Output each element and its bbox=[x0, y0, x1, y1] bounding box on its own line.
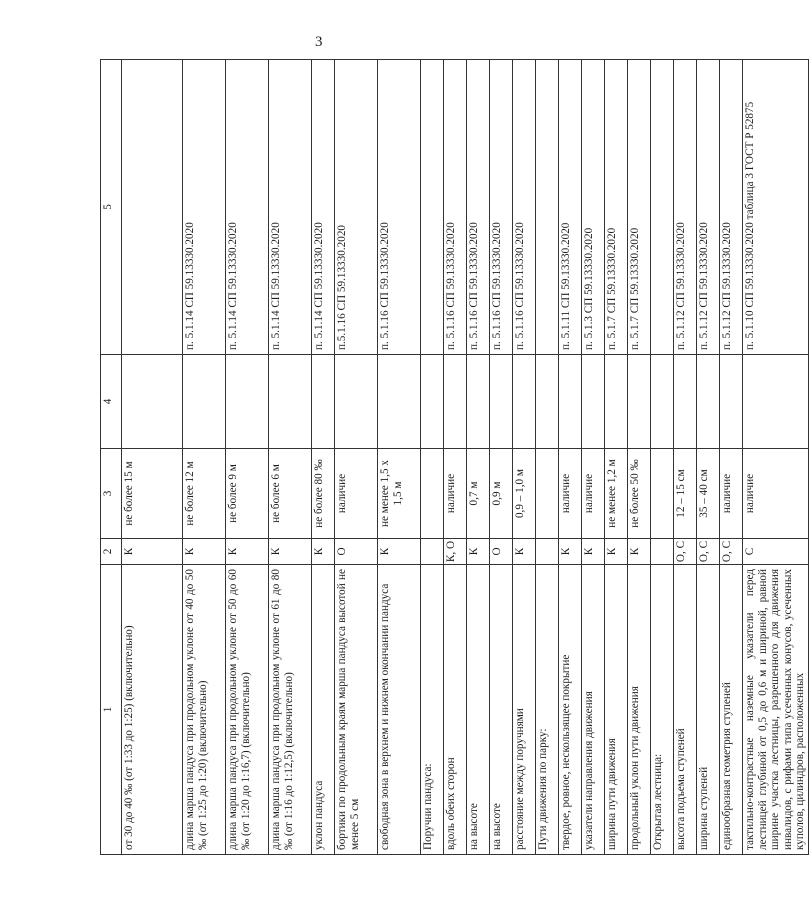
table-row bbox=[559, 60, 582, 855]
table-cell-c1: вдоль обеих сторон bbox=[444, 565, 467, 855]
table-cell-c2: О, С bbox=[697, 539, 720, 565]
table-cell-c2: К bbox=[467, 539, 490, 565]
table-cell-c5: п.5.1.16 СП 59.13330.2020 bbox=[335, 60, 378, 355]
rotated-table-container bbox=[100, 60, 807, 855]
table-cell-c4 bbox=[674, 355, 697, 449]
table-cell-c1: ширина пути движения bbox=[605, 565, 628, 855]
table-cell-c1: продольный уклон пути движения bbox=[628, 565, 651, 855]
table-cell-c4 bbox=[513, 355, 536, 449]
table-cell-c4 bbox=[651, 355, 674, 449]
table-cell-c3: 12 – 15 см bbox=[674, 449, 697, 539]
table-cell-c4 bbox=[559, 355, 582, 449]
table-cell-c4 bbox=[467, 355, 490, 449]
table-cell-c1: длина марша пандуса при продольном уклоне от 50 до 60 ‰ (от 1:20 до 1:16,7) (включительно) bbox=[226, 565, 269, 855]
table-cell-c4 bbox=[628, 355, 651, 449]
table-cell-c5: п. 5.1.14 СП 59.13330.2020 bbox=[226, 60, 269, 355]
table-cell-c3 bbox=[536, 449, 559, 539]
table-cell-c2 bbox=[536, 539, 559, 565]
table-cell-c2: К bbox=[559, 539, 582, 565]
table-cell-c2 bbox=[651, 539, 674, 565]
table-cell-c4 bbox=[697, 355, 720, 449]
table-body bbox=[101, 60, 809, 855]
table-cell-c2: О, С bbox=[720, 539, 743, 565]
table-cell-c3: наличие bbox=[444, 449, 467, 539]
table-cell-c4 bbox=[269, 355, 312, 449]
table-cell-c5: п. 5.1.16 СП 59.13330.2020 bbox=[490, 60, 513, 355]
table-cell-c4 bbox=[444, 355, 467, 449]
table-cell-c3: не более 6 м bbox=[269, 449, 312, 539]
table-cell-c4 bbox=[183, 355, 226, 449]
header-cell: 1 bbox=[101, 565, 122, 855]
table-cell-c1: на высоте bbox=[490, 565, 513, 855]
table-cell-c2: О, С bbox=[674, 539, 697, 565]
table-cell-c1: на высоте bbox=[467, 565, 490, 855]
table-cell-c2: К bbox=[582, 539, 605, 565]
table-cell-c5: п. 5.1.16 СП 59.13330.2020 bbox=[467, 60, 490, 355]
table-row bbox=[536, 60, 559, 855]
table-cell-c2: О bbox=[490, 539, 513, 565]
table-row bbox=[312, 60, 335, 855]
table-cell-c2 bbox=[421, 539, 444, 565]
table-row bbox=[444, 60, 467, 855]
table-cell-c1: Пути движения по парку: bbox=[536, 565, 559, 855]
table-cell-c1: ширина ступеней bbox=[697, 565, 720, 855]
table-cell-c3: не более 15 м bbox=[122, 449, 183, 539]
table-row bbox=[122, 60, 183, 855]
table-row bbox=[183, 60, 226, 855]
table-cell-c2: К bbox=[605, 539, 628, 565]
requirements-table bbox=[100, 59, 809, 855]
table-cell-c3: 0,9 – 1,0 м bbox=[513, 449, 536, 539]
table-cell-c3 bbox=[651, 449, 674, 539]
table-cell-c5: п. 5.1.14 СП 59.13330.2020 bbox=[312, 60, 335, 355]
table-cell-c5: п. 5.1.7 СП 59.13330.2020 bbox=[628, 60, 651, 355]
table-cell-c3: не более 9 м bbox=[226, 449, 269, 539]
table-row bbox=[421, 60, 444, 855]
table-cell-c1: расстояние между поручнями bbox=[513, 565, 536, 855]
table-row bbox=[628, 60, 651, 855]
table-row bbox=[605, 60, 628, 855]
table-cell-c2: К bbox=[183, 539, 226, 565]
table-row bbox=[467, 60, 490, 855]
table-cell-c4 bbox=[378, 355, 421, 449]
table-cell-c2: К bbox=[628, 539, 651, 565]
table-cell-c2: К, О bbox=[444, 539, 467, 565]
table-row bbox=[582, 60, 605, 855]
table-cell-c3: не менее 1,2 м bbox=[605, 449, 628, 539]
table-row bbox=[378, 60, 421, 855]
table-cell-c5 bbox=[421, 60, 444, 355]
header-cell: 3 bbox=[101, 449, 122, 539]
table-cell-c3: наличие bbox=[743, 449, 809, 539]
table-cell-c1: длина марша пандуса при продольном уклоне от 40 до 50 ‰ (от 1:25 до 1:20) (включительно) bbox=[183, 565, 226, 855]
table-cell-c1: единообразная геометрия ступеней bbox=[720, 565, 743, 855]
table-cell-c4 bbox=[720, 355, 743, 449]
table-cell-c1: бортики по продольным краям марша пандуса высотой не менее 5 см bbox=[335, 565, 378, 855]
table-cell-c5: п. 5.1.12 СП 59.13330.2020 bbox=[674, 60, 697, 355]
table-cell-c2: К bbox=[226, 539, 269, 565]
header-cell: 5 bbox=[101, 60, 122, 355]
table-cell-c3: наличие bbox=[720, 449, 743, 539]
table-cell-c3: не более 50 ‰ bbox=[628, 449, 651, 539]
table-cell-c1: свободная зона в верхнем и нижнем окончании пандуса bbox=[378, 565, 421, 855]
table-cell-c3: наличие bbox=[335, 449, 378, 539]
table-cell-c3: не более 80 ‰ bbox=[312, 449, 335, 539]
table-cell-c1: твердое, ровное, нескользящее покрытие bbox=[559, 565, 582, 855]
table-row bbox=[651, 60, 674, 855]
table-cell-c5: п. 5.1.12 СП 59.13330.2020 bbox=[720, 60, 743, 355]
table-cell-c5: п. 5.1.16 СП 59.13330.2020 bbox=[378, 60, 421, 355]
table-cell-c2: О bbox=[335, 539, 378, 565]
table-cell-c2: К bbox=[513, 539, 536, 565]
table-cell-c4 bbox=[122, 355, 183, 449]
table-cell-c5: п. 5.1.11 СП 59.13330.2020 bbox=[559, 60, 582, 355]
table-cell-c1: указатели направления движения bbox=[582, 565, 605, 855]
page-number: 3 bbox=[315, 34, 323, 50]
table-cell-c4 bbox=[421, 355, 444, 449]
table-cell-c4 bbox=[743, 355, 809, 449]
table-cell-c2: С bbox=[743, 539, 809, 565]
table-cell-c4 bbox=[312, 355, 335, 449]
header-cell: 4 bbox=[101, 355, 122, 449]
table-cell-c1: Открытая лестница: bbox=[651, 565, 674, 855]
table-cell-c4 bbox=[605, 355, 628, 449]
table-cell-c4 bbox=[226, 355, 269, 449]
table-cell-c1: от 30 до 40 ‰ (от 1:33 до 1:25) (включительно) bbox=[122, 565, 183, 855]
table-row bbox=[720, 60, 743, 855]
table-row bbox=[513, 60, 536, 855]
table-cell-c1: тактильно-контрастные наземные указатели перед лестницей глубиной от 0,5 до 0,6 м и шириной, равной ширине участка лестницы, разрешенного для движения инвалидов, с рифами типа усеченных конусов, усеченных куполов, цилиндров, расположенных bbox=[743, 565, 809, 855]
table-cell-c3: наличие bbox=[582, 449, 605, 539]
table-cell-c3: 35 – 40 см bbox=[697, 449, 720, 539]
table-cell-c1: высота подъема ступеней bbox=[674, 565, 697, 855]
table-cell-c3: 0,7 м bbox=[467, 449, 490, 539]
table-header-row bbox=[101, 60, 122, 855]
table-cell-c4 bbox=[536, 355, 559, 449]
table-cell-c3: наличие bbox=[559, 449, 582, 539]
table-cell-c2: К bbox=[122, 539, 183, 565]
table-row bbox=[674, 60, 697, 855]
table-cell-c3: не менее 1,5 х 1,5 м bbox=[378, 449, 421, 539]
table-row bbox=[269, 60, 312, 855]
table-cell-c1: длина марша пандуса при продольном уклоне от 61 до 80 ‰ (от 1:16 до 1:12,5) (включительно) bbox=[269, 565, 312, 855]
table-cell-c5 bbox=[651, 60, 674, 355]
table-cell-c2: К bbox=[378, 539, 421, 565]
table-row bbox=[697, 60, 720, 855]
table-cell-c1: уклон пандуса bbox=[312, 565, 335, 855]
table-cell-c3: не более 12 м bbox=[183, 449, 226, 539]
table-cell-c3 bbox=[421, 449, 444, 539]
table-cell-c5: п. 5.1.14 СП 59.13330.2020 bbox=[183, 60, 226, 355]
table-row bbox=[490, 60, 513, 855]
table-cell-c2: К bbox=[269, 539, 312, 565]
table-cell-c5: п. 5.1.16 СП 59.13330.2020 bbox=[513, 60, 536, 355]
table-cell-c5: п. 5.1.12 СП 59.13330.2020 bbox=[697, 60, 720, 355]
table-cell-c5: п. 5.1.10 СП 59.13330.2020 таблица 3 ГОСТ Р 52875 bbox=[743, 60, 809, 355]
table-cell-c5: п. 5.1.7 СП 59.13330.2020 bbox=[605, 60, 628, 355]
table-cell-c4 bbox=[582, 355, 605, 449]
table-row bbox=[335, 60, 378, 855]
table-cell-c2: К bbox=[312, 539, 335, 565]
table-cell-c4 bbox=[490, 355, 513, 449]
table-cell-c5: п. 5.1.14 СП 59.13330.2020 bbox=[269, 60, 312, 355]
table-cell-c5 bbox=[536, 60, 559, 355]
table-cell-c4 bbox=[335, 355, 378, 449]
table-row bbox=[743, 60, 809, 855]
table-cell-c1: Поручни пандуса: bbox=[421, 565, 444, 855]
table-cell-c3: 0,9 м bbox=[490, 449, 513, 539]
table-cell-c5: п. 5.1.16 СП 59.13330.2020 bbox=[444, 60, 467, 355]
table-cell-c5: п. 5.1.3 СП 59.13330.2020 bbox=[582, 60, 605, 355]
table-cell-c5 bbox=[122, 60, 183, 355]
table-row bbox=[226, 60, 269, 855]
header-cell: 2 bbox=[101, 539, 122, 565]
